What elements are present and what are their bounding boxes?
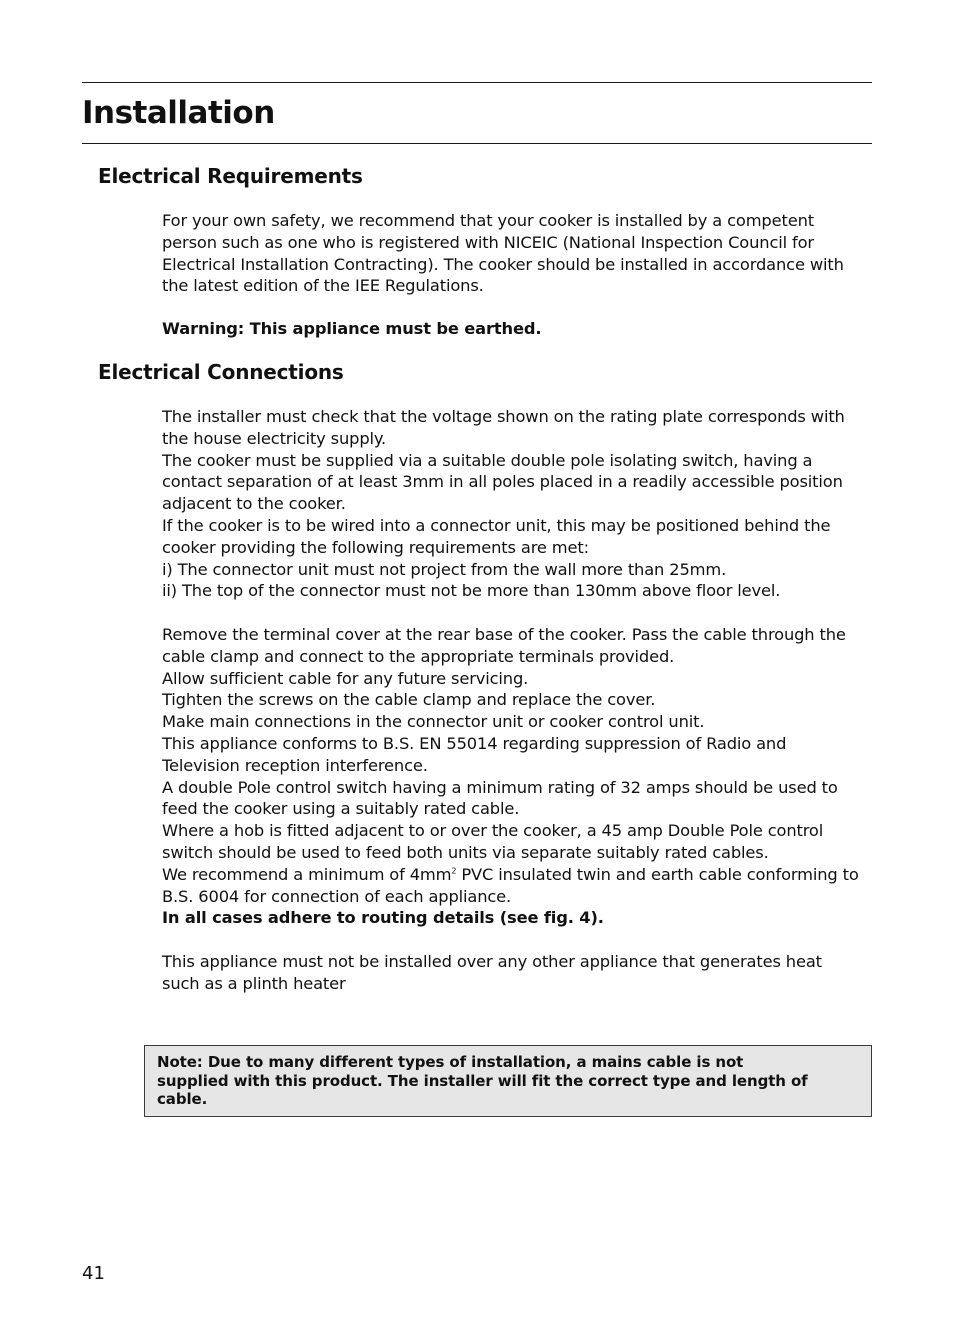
text-line: The cooker must be supplied via a suitable double pole isolating switch, having a (162, 450, 813, 470)
text-line: Electrical Installation Contracting). The cooker should be installed in accordance with (162, 254, 844, 274)
text-line: Television reception interference. (162, 755, 428, 775)
section-heading-electrical-connections: Electrical Connections (98, 360, 344, 384)
text-line: For your own safety, we recommend that your cooker is installed by a competent (162, 211, 814, 230)
text-line: Allow sufficient cable for any future servicing. (162, 668, 529, 688)
text-line: If the cooker is to be wired into a connector unit, this may be positioned behind the (162, 515, 831, 535)
text-line: This appliance conforms to B.S. EN 55014 regarding suppression of Radio and (162, 733, 787, 753)
cable-recommendation-text: We recommend a minimum of 4mm (162, 864, 452, 884)
routing-note: In all cases adhere to routing details (see fig. 4). (162, 908, 604, 928)
electrical-connections-body (162, 406, 872, 995)
paragraph-gap (162, 602, 872, 624)
earthing-warning-block (162, 318, 872, 340)
note-line: Note: Due to many different types of installation, a mains cable is not (157, 1053, 744, 1071)
text-line: the latest edition of the IEE Regulations. (162, 276, 484, 296)
earthing-warning: Warning: This appliance must be earthed. (162, 319, 542, 338)
cable-recommendation-line (162, 864, 872, 886)
text-line: B.S. 6004 for connection of each appliance. (162, 886, 512, 906)
electrical-requirements-paragraph (162, 210, 872, 297)
text-line: contact separation of at least 3mm in all poles placed in a readily accessible position (162, 472, 843, 492)
text-line: switch should be used to feed both units via separate suitably rated cables. (162, 842, 769, 862)
note-line: supplied with this product. The installer will fit the correct type and length of (157, 1071, 808, 1090)
text-line: Remove the terminal cover at the rear base of the cooker. Pass the cable through the (162, 624, 846, 644)
note-box (144, 1045, 872, 1117)
text-line: cable clamp and connect to the appropriate terminals provided. (162, 646, 675, 666)
text-line: Make main connections in the connector unit or cooker control unit. (162, 712, 705, 732)
text-line: The installer must check that the voltage shown on the rating plate corresponds with (162, 407, 845, 426)
top-divider (82, 82, 872, 83)
text-line: Where a hob is fitted adjacent to or over the cooker, a 45 amp Double Pole control (162, 821, 824, 841)
text-line: feed the cooker using a suitably rated cable. (162, 799, 520, 819)
requirement-item-2: ii) The top of the connector must not be more than 130mm above floor level. (162, 581, 781, 601)
text-line: the house electricity supply. (162, 428, 387, 448)
text-line: This appliance must not be installed over any other appliance that generates heat (162, 951, 822, 971)
text-line: person such as one who is registered with NICEIC (National Inspection Council for (162, 232, 814, 252)
text-line: adjacent to the cooker. (162, 494, 346, 514)
text-line: cooker providing the following requirements are met: (162, 537, 589, 557)
requirement-item-1: i) The connector unit must not project from the wall more than 25mm. (162, 559, 727, 579)
text-line: A double Pole control switch having a minimum rating of 32 amps should be used to (162, 777, 838, 797)
title-divider (82, 143, 872, 144)
text-line: such as a plinth heater (162, 973, 346, 993)
note-line: cable. (157, 1090, 208, 1108)
paragraph-gap (162, 929, 872, 951)
squared-superscript: 2 (451, 866, 457, 876)
text-line: Tighten the screws on the cable clamp and replace the cover. (162, 690, 656, 710)
page-number: 41 (82, 1263, 105, 1284)
page-title: Installation (82, 95, 275, 131)
cable-recommendation-text-cont: PVC insulated twin and earth cable conforming to (456, 864, 859, 884)
section-heading-electrical-requirements: Electrical Requirements (98, 164, 363, 188)
note-text (157, 1053, 857, 1109)
